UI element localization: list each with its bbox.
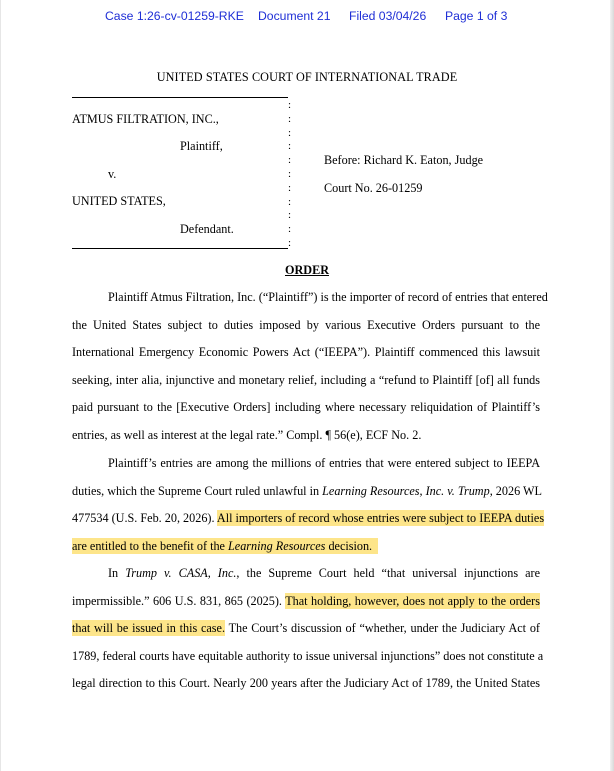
judge-line: Before: Richard K. Eaton, Judge bbox=[324, 153, 484, 167]
paragraph-2-line: Plaintiff’s entries are among the millions of entries that were entered subject to IEEPA bbox=[108, 456, 540, 470]
paragraph-3-line: 1789, federal courts have equitable authority to issue universal injunctions” does not constitute a bbox=[72, 648, 544, 663]
caption-bottom-rule bbox=[72, 248, 288, 249]
plaintiff-name: ATMUS FILTRATION, INC., bbox=[72, 112, 219, 126]
text-run: , the Supreme Court held “that universal injunctions are bbox=[236, 566, 541, 580]
paragraph-3-line bbox=[72, 615, 540, 643]
case-citation: Learning Resources bbox=[228, 538, 326, 553]
versus-label: v. bbox=[108, 167, 117, 181]
plaintiff-role: Plaintiff, bbox=[180, 139, 223, 153]
text-run: The Court’s discussion of “whether, under the Judiciary Act of bbox=[225, 621, 540, 636]
case-citation: Trump v. CASA, Inc. bbox=[125, 566, 237, 580]
order-title: ORDER bbox=[284, 263, 329, 277]
paragraph-1-line: International Emergency Economic Powers Act (“IEEPA”). Plaintiff commenced this lawsuit bbox=[72, 345, 540, 360]
paragraph-3 bbox=[72, 560, 544, 698]
text-run: , 2026 WL bbox=[489, 483, 542, 498]
paragraph-2-line bbox=[72, 533, 540, 561]
paragraph-3-line bbox=[72, 588, 540, 616]
paragraph-3-line: legal direction to this Court. Nearly 200 years after the Judiciary Act of 1789, the United States bbox=[72, 676, 540, 691]
text-run: are entitled to the benefit of the bbox=[72, 538, 229, 553]
highlighted-text bbox=[72, 538, 378, 554]
caption-top-rule bbox=[72, 97, 288, 98]
paragraph-1-line: the United States subject to duties imposed by various Executive Orders pursuant to the bbox=[72, 317, 540, 332]
text-run: impermissible.” 606 U.S. 831, 865 (2025). bbox=[72, 593, 286, 608]
court-number: Court No. 26-01259 bbox=[324, 181, 423, 195]
paragraph-1-line: Plaintiff Atmus Filtration, Inc. (“Plaintiff”) is the importer of record of entries that entered bbox=[108, 290, 548, 304]
header-case-number: Case 1:26-cv-01259-RKE bbox=[105, 9, 244, 23]
defendant-role: Defendant. bbox=[180, 222, 234, 236]
page-left-edge bbox=[0, 0, 1, 771]
paragraph-1-line: paid pursuant to the [Executive Orders] including where necessary reliquidation of Plaintiff’s bbox=[72, 400, 540, 415]
text-run: duties, which the Supreme Court ruled unlawful in bbox=[72, 483, 323, 498]
paragraph-1-line: seeking, inter alia, injunctive and monetary relief, including a “refund to Plaintiff [of] all funds bbox=[72, 372, 540, 387]
header-page-number: Page 1 of 3 bbox=[445, 9, 508, 23]
court-title: UNITED STATES COURT OF INTERNATIONAL TRADE bbox=[156, 70, 458, 84]
caption-colon-column: : : : : : : : : : : : bbox=[288, 99, 292, 249]
highlighted-text: That holding, however, does not apply to the orders bbox=[285, 593, 540, 608]
highlighted-text: that will be issued in this case. bbox=[72, 621, 226, 636]
defendant-name: UNITED STATES, bbox=[72, 194, 166, 208]
text-run: decision. bbox=[325, 538, 373, 553]
paragraph-2 bbox=[72, 450, 545, 560]
text-run: 477534 (U.S. Feb. 20, 2026). bbox=[72, 511, 217, 526]
header-filed-date: Filed 03/04/26 bbox=[349, 9, 427, 23]
highlighted-text: All importers of record whose entries were subject to IEEPA duties bbox=[216, 511, 545, 526]
paragraph-3-line bbox=[72, 560, 540, 588]
case-citation: Learning Resources, Inc. v. Trump bbox=[322, 483, 490, 498]
page-right-shadow bbox=[610, 0, 614, 771]
paragraph-2-line bbox=[72, 505, 545, 533]
header-document-number: Document 21 bbox=[258, 9, 331, 23]
text-run: In bbox=[108, 566, 126, 580]
paragraph-1 bbox=[72, 284, 548, 450]
paragraph-1-line: entries, as well as interest at the legal rate.” Compl. ¶ 56(e), ECF No. 2. bbox=[72, 427, 422, 442]
paragraph-2-line bbox=[72, 478, 540, 506]
